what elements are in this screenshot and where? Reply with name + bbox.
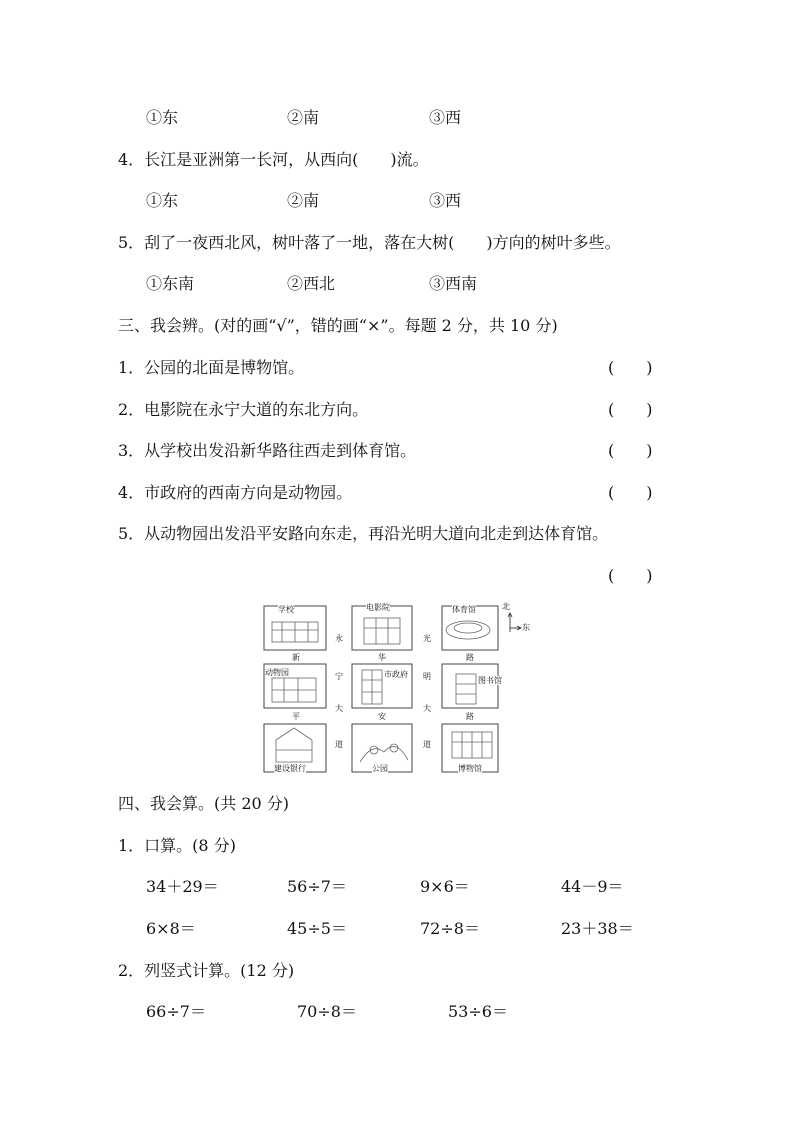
answer-paren-1[interactable]: ( ) bbox=[608, 358, 653, 377]
label-zoo: 动物园 bbox=[265, 668, 289, 677]
q4-option-a: ①东 bbox=[146, 191, 179, 210]
road-yongning-4: 道 bbox=[335, 740, 343, 749]
answer-paren-5[interactable]: ( ) bbox=[608, 566, 653, 585]
judge-item-5: 5．从动物园出发沿平安路向东走，再沿光明大道向北走到达体育馆。 bbox=[118, 524, 609, 543]
road-xinhua-3: 路 bbox=[466, 653, 474, 662]
label-museum: 博物馆 bbox=[458, 764, 482, 773]
section4-sub1: 1．口算。(8 分) bbox=[118, 836, 236, 855]
oral-calc-4: 44－9＝ bbox=[561, 877, 624, 896]
city-map bbox=[262, 602, 532, 774]
oral-calc-2: 56÷7＝ bbox=[287, 877, 347, 896]
judge-item-4: 4．市政府的西南方向是动物园。 bbox=[118, 483, 353, 502]
judge-item-1: 1．公园的北面是博物馆。 bbox=[118, 358, 305, 377]
answer-paren-2[interactable]: ( ) bbox=[608, 400, 653, 419]
oral-calc-6: 45÷5＝ bbox=[287, 919, 347, 938]
compass-east: 东 bbox=[522, 623, 530, 632]
road-pingan-2: 安 bbox=[378, 712, 386, 721]
section4-sub2: 2．列竖式计算。(12 分) bbox=[118, 961, 295, 980]
q4-stem: 4．长江是亚洲第一长河，从西向( )流。 bbox=[118, 150, 429, 169]
oral-calc-5: 6×8＝ bbox=[146, 919, 196, 938]
q4-option-c: ③西 bbox=[429, 191, 462, 210]
vertical-calc-1: 66÷7＝ bbox=[146, 1002, 206, 1021]
section4-title: 四、我会算。(共 20 分) bbox=[118, 794, 290, 813]
q5-option-b: ②西北 bbox=[287, 274, 336, 293]
label-school: 学校 bbox=[278, 605, 294, 614]
oral-calc-3: 9×6＝ bbox=[420, 877, 470, 896]
compass-north: 北 bbox=[502, 602, 510, 611]
oral-calc-8: 23＋38＝ bbox=[561, 919, 634, 938]
road-pingan-3: 路 bbox=[466, 712, 474, 721]
q3-option-c: ③西 bbox=[429, 108, 462, 127]
road-pingan-1: 平 bbox=[292, 712, 300, 721]
q5-option-a: ①东南 bbox=[146, 274, 195, 293]
block-library bbox=[442, 664, 498, 708]
judge-item-3: 3．从学校出发沿新华路往西走到体育馆。 bbox=[118, 441, 417, 460]
oral-calc-1: 34＋29＝ bbox=[146, 877, 219, 896]
road-guangming-2: 明 bbox=[423, 672, 431, 681]
label-park: 公园 bbox=[372, 764, 388, 773]
road-yongning-2: 宁 bbox=[335, 672, 343, 681]
map-drawing bbox=[262, 602, 532, 774]
road-guangming-4: 道 bbox=[423, 740, 431, 749]
label-cinema: 电影院 bbox=[366, 603, 390, 612]
answer-paren-3[interactable]: ( ) bbox=[608, 441, 653, 460]
section3-title: 三、我会辨。(对的画“√”，错的画“×”。每题 2 分，共 10 分) bbox=[118, 316, 558, 335]
q3-option-a: ①东 bbox=[146, 108, 179, 127]
judge-item-2: 2．电影院在永宁大道的东北方向。 bbox=[118, 400, 369, 419]
answer-paren-4[interactable]: ( ) bbox=[608, 483, 653, 502]
q5-option-c: ③西南 bbox=[429, 274, 478, 293]
label-bank: 建设银行 bbox=[274, 764, 306, 773]
road-yongning-3: 大 bbox=[335, 704, 343, 713]
oral-calc-7: 72÷8＝ bbox=[420, 919, 480, 938]
label-stadium: 体育馆 bbox=[452, 605, 476, 614]
label-city-hall: 市政府 bbox=[384, 670, 408, 679]
q3-option-b: ②南 bbox=[287, 108, 320, 127]
vertical-calc-2: 70÷8＝ bbox=[297, 1002, 357, 1021]
vertical-calc-3: 53÷6＝ bbox=[448, 1002, 508, 1021]
road-yongning-1: 永 bbox=[335, 634, 343, 643]
road-guangming-3: 大 bbox=[423, 704, 431, 713]
road-guangming-1: 光 bbox=[423, 634, 431, 643]
label-library: 图书馆 bbox=[478, 676, 502, 685]
q5-stem: 5．刮了一夜西北风，树叶落了一地，落在大树( )方向的树叶多些。 bbox=[118, 233, 621, 252]
q4-option-b: ②南 bbox=[287, 191, 320, 210]
road-xinhua-2: 华 bbox=[378, 653, 386, 662]
road-xinhua-1: 新 bbox=[292, 653, 300, 662]
